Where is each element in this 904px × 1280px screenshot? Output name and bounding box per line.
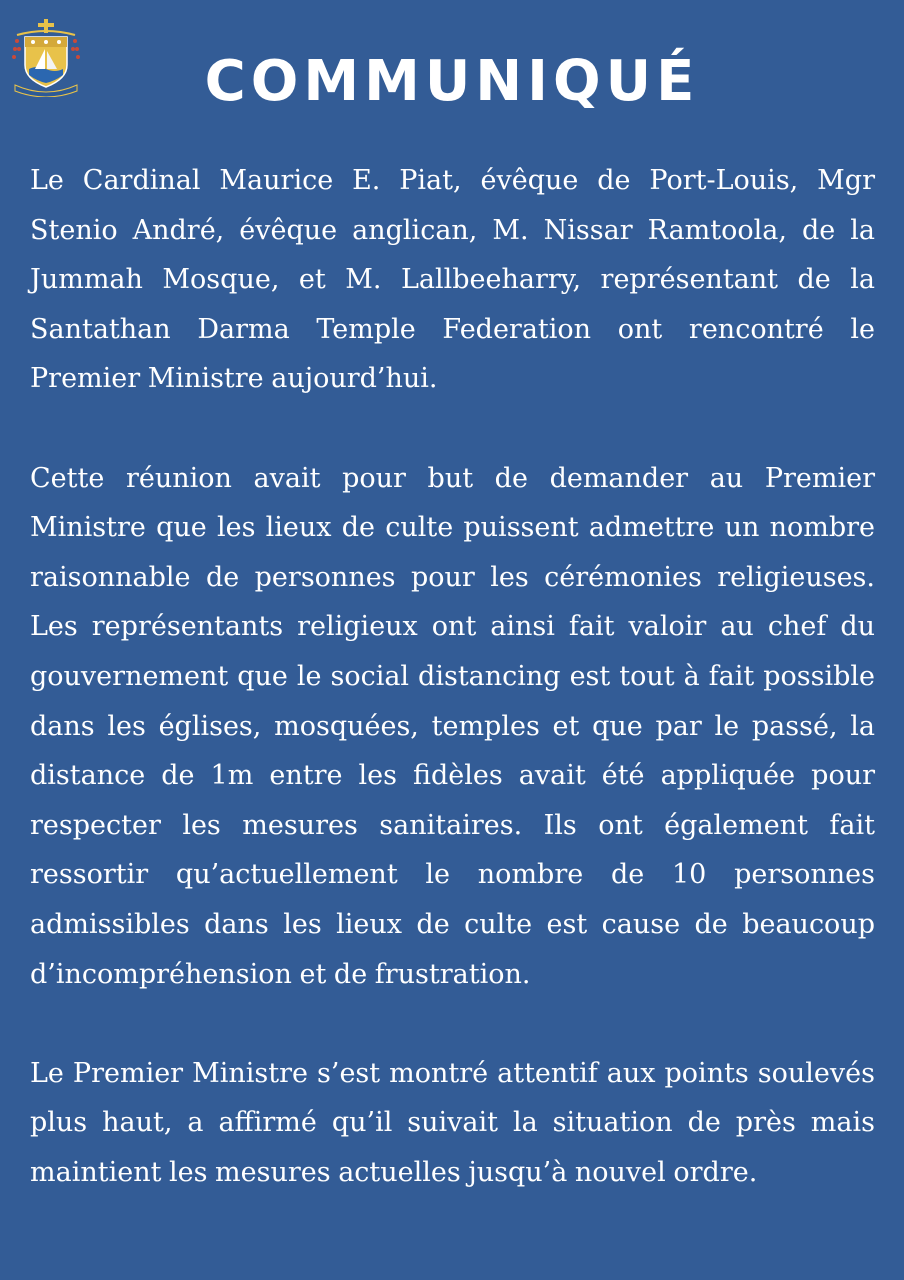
- paragraph-1: Le Cardinal Maurice E. Piat, évêque de Port-Louis, Mgr Stenio André, évêque anglican, M. Nissar Ramtoola, de la Jummah Mosque, et M. Lallbeeharry, représentant de la Santathan Darma Temple Federation ont rencontré le Premier Ministre aujourd’hui.: [30, 165, 875, 395]
- communique-body: [30, 156, 875, 1197]
- paragraph-2: Cette réunion avait pour but de demander au Premier Ministre que les lieux de culte puissent admettre un nombre raisonnable de personnes pour les cérémonies religieuses. Les représentants religieux ont ainsi fait valoir au chef du gouvernement que le social distancing est tout à fait possible dans les églises, mosquées, temples et que par le passé, la distance de 1m entre les fidèles avait été appliquée pour respecter les mesures sanitaires. Ils ont également fait ressortir qu’actuellement le nombre de 10 personnes admissibles dans les lieux de culte est cause de beaucoup d’incompréhension et de frustration.: [30, 462, 875, 990]
- paragraph-3: Le Premier Ministre s’est montré attentif aux points soulevés plus haut, a affirmé qu’il suivait la situation de près mais maintient les mesures actuelles jusqu’à nouvel ordre.: [30, 1057, 875, 1188]
- page-title: COMMUNIQUÉ: [204, 49, 700, 114]
